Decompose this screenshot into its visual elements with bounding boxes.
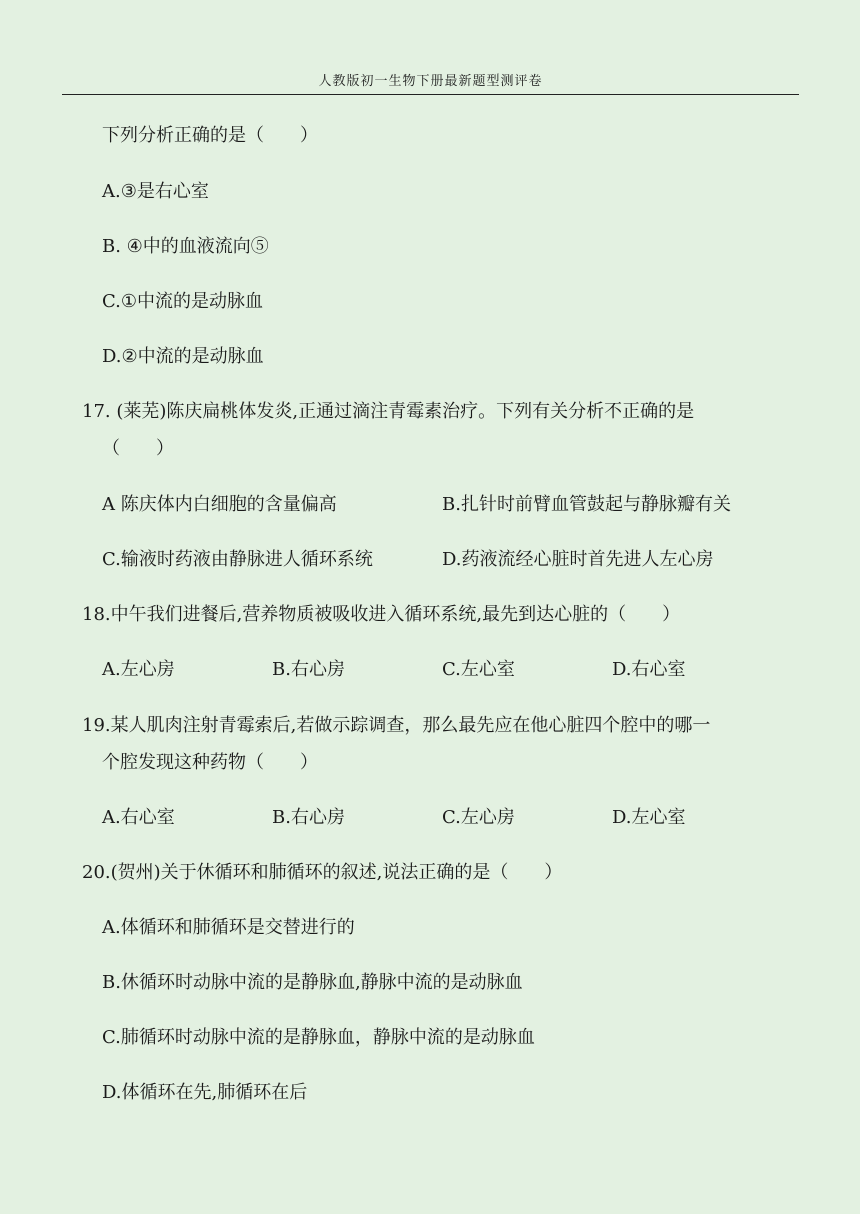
q16-option-b: B. ④中的血液流向⑤ [102, 236, 269, 257]
q17-options-row-2 [102, 548, 802, 572]
q20-option-c: C.肺循环时动脉中流的是静脉血，静脉中流的是动脉血 [102, 1027, 535, 1048]
page-header: 人教版初一生物下册最新题型测评卷 [318, 74, 543, 89]
q20-option-a: A.体循环和肺循环是交替进行的 [102, 917, 355, 938]
q17-options-row-1 [102, 493, 802, 517]
q20-option-d: D.体循环在先,肺循环在后 [102, 1082, 308, 1103]
q16-option-c: C.①中流的是动脉血 [102, 291, 263, 312]
q17-stem-continued: （ ） [102, 438, 174, 459]
q20-option-b: B.休循环时动脉中流的是静脉血,静脉中流的是动脉血 [102, 972, 523, 993]
q19-option-a: A.右心室 [102, 807, 175, 828]
q18-options-row [102, 658, 802, 682]
q16-option-d: D.②中流的是动脉血 [102, 346, 264, 367]
q18-option-c: C.左心室 [442, 659, 515, 680]
q20-stem: 20.(贺州)关于休循环和肺循环的叙述,说法正确的是（ ） [82, 862, 563, 883]
q19-options-row [102, 806, 802, 830]
q17-option-a: A 陈庆体内白细胞的含量偏高 [102, 494, 337, 515]
q19-option-b: B.右心房 [272, 807, 345, 828]
q19-stem-continued: 个腔发现这种药物（ ） [102, 752, 318, 773]
q18-stem: 18.中午我们进餐后,营养物质被吸收进入循环系统,最先到达心脏的（ ） [82, 604, 681, 625]
q17-option-b: B.扎针时前臂血管鼓起与静脉瓣有关 [442, 494, 731, 515]
header-divider [62, 94, 799, 95]
q16-stem: 下列分析正确的是（ ） [102, 125, 318, 146]
q17-option-d: D.药液流经心脏时首先进人左心房 [442, 549, 714, 570]
q17-option-c: C.输液时药液由静脉进人循环系统 [102, 549, 373, 570]
q18-option-a: A.左心房 [102, 659, 175, 680]
q18-option-d: D.右心室 [612, 659, 686, 680]
q19-stem: 19.某人肌肉注射青霉索后,若做示踪调查，那么最先应在他心脏四个腔中的哪一 [82, 715, 711, 736]
q18-option-b: B.右心房 [272, 659, 345, 680]
q19-option-d: D.左心室 [612, 807, 686, 828]
q16-option-a: A.③是右心室 [102, 181, 209, 202]
q17-stem: 17. (莱芜)陈庆扁桃体发炎,正通过滴注青霉素治疗。下列有关分析不正确的是 [82, 401, 695, 422]
q19-option-c: C.左心房 [442, 807, 515, 828]
